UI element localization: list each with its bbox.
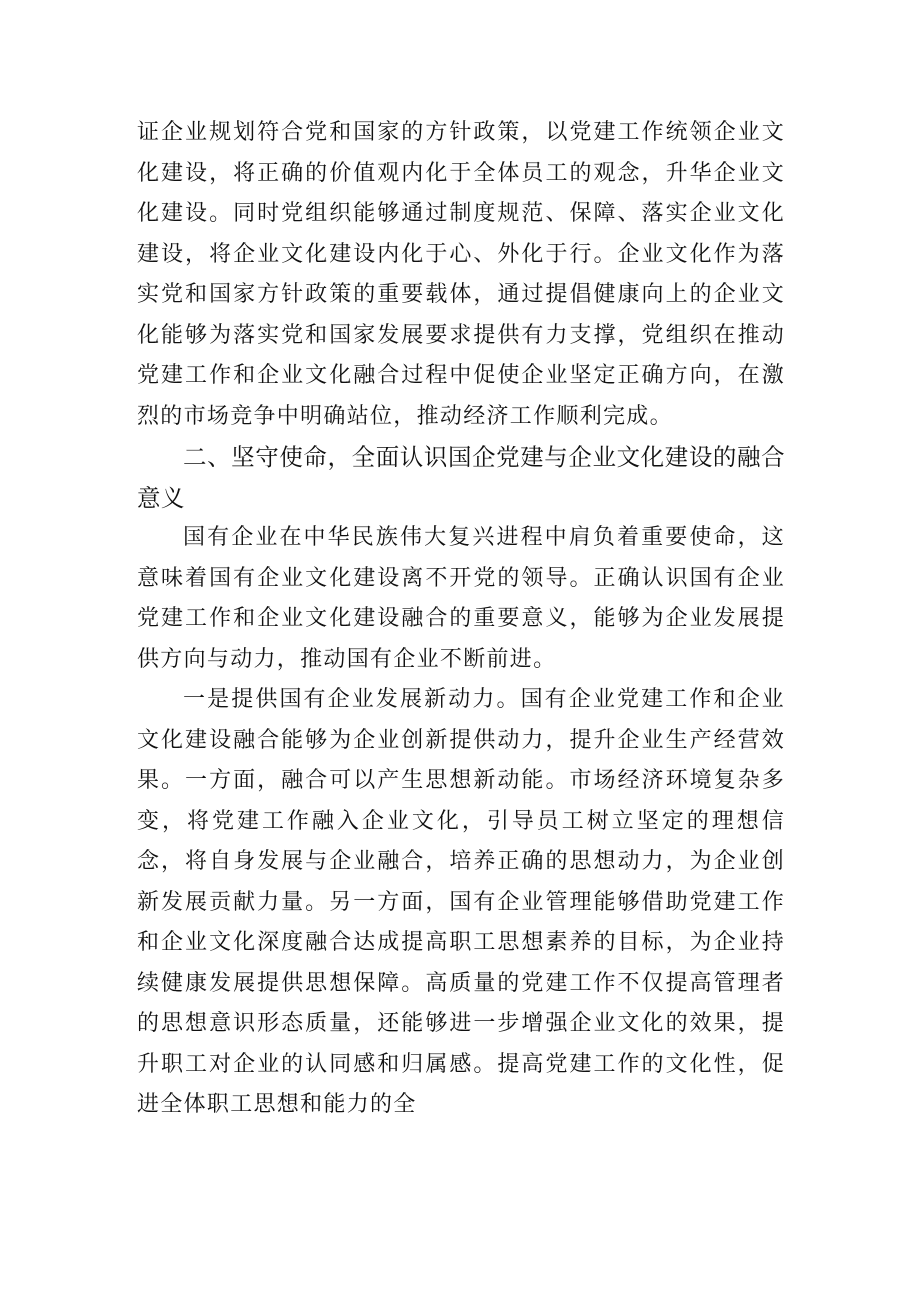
- paragraph-continuation: 证企业规划符合党和国家的方针政策，以党建工作统领企业文化建设，将正确的价值观内化于全体员工的观念，升华企业文化建设。同时党组织能够通过制度规范、保障、落实企业文化建设，将企业文化建设内化于心、外化于行。企业文化作为落实党和国家方针政策的重要载体，通过提倡健康向上的企业文化能够为落实党和国家发展要求提供有力支撑，党组织在推动党建工作和企业文化融合过程中促使企业坚定正确方向，在激烈的市场竞争中明确站位，推动经济工作顺利完成。: [137, 120, 785, 429]
- paragraph-intro: 国有企业在中华民族伟大复兴进程中肩负着重要使命，这意味着国有企业文化建设离不开党的领导。正确认识国有企业党建工作和企业文化建设融合的重要意义，能够为企业发展提供方向与动力，推动国有企业不断前进。: [137, 525, 785, 672]
- paragraph-point-one: 一是提供国有企业发展新动力。国有企业党建工作和企业文化建设融合能够为企业创新提供动力，提升企业生产经营效果。一方面，融合可以产生思想新动能。市场经济环境复杂多变，将党建工作融入企业文化，引导员工树立坚定的理想信念，将自身发展与企业融合，培养正确的思想动力，为企业创新发展贡献力量。另一方面，国有企业管理能够借助党建工作和企业文化深度融合达成提高职工思想素养的目标，为企业持续健康发展提供思想保障。高质量的党建工作不仅提高管理者的思想意识形态质量，还能够进一步增强企业文化的效果，提升职工对企业的认同感和归属感。提高党建工作的文化性，促进全体职工思想和能力的全: [137, 687, 785, 1117]
- document-body: [137, 113, 785, 1126]
- section-heading: 二、坚守使命，全面认识国企党建与企业文化建设的融合意义: [137, 443, 785, 512]
